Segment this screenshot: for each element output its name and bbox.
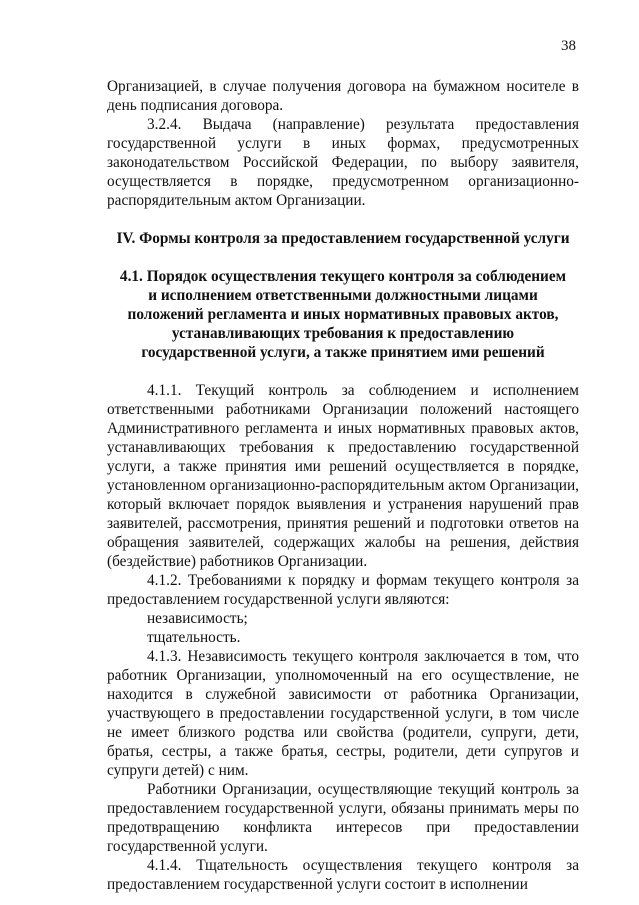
subsection-title: 4.1. Порядок осуществления текущего контроля за соблюдением и исполнением ответственными должностными лицами положений регламента и иных нормативных правовых актов, устанавливающих требования к предоставлению государственной услуги, а также принятием ими решений: [119, 268, 567, 361]
list-item-thoroughness: тщательность.: [147, 629, 241, 646]
paragraph-3-2-4: 3.2.4. Выдача (направление) результата предоставления государственной услуги в иных формах, предусмотренных законодательством Российской Федерации, по выбору заявителя, осуществляется в порядке, предусмотренном организационно-распорядительным актом Организации.: [107, 116, 579, 209]
paragraph-continuation: Организацией, в случае получения договора на бумажном носителе в день подписания договора.: [107, 78, 579, 114]
document-body: [107, 77, 579, 894]
paragraph-workers: Работники Организации, осуществляющие текущий контроль за предоставлением государственной услуги, обязаны принимать меры по предотвращению конфликта интересов при предоставлении государственной услуги.: [107, 781, 579, 855]
paragraph-4-1-3: 4.1.3. Независимость текущего контроля заключается в том, что работник Организации, уполномоченный на его осуществление, не находится в служебной зависимости от работника Организации, участвующего в предоставлении государственной услуги, в том числе не имеет близкого родства или свойства (родители, супруги, дети, братья, сестры, а также братья, сестры, родители, дети супругов и супруги детей) с ним.: [107, 648, 579, 779]
paragraph-4-1-2: 4.1.2. Требованиями к порядку и формам текущего контроля за предоставлением государственной услуги являются:: [107, 572, 579, 608]
list-item-independence: независимость;: [147, 610, 248, 627]
paragraph-4-1-1: 4.1.1. Текущий контроль за соблюдением и исполнением ответственными работниками Организации положений настоящего Административного регламента и иных нормативных правовых актов, устанавливающих требования к предоставлению государственной услуги, а также принятия ими решений осуществляется в порядке, установленном организационно-распорядительным актом Организации, который включает порядок выявления и устранения нарушений прав заявителей, рассмотрения, принятия решений и подготовки ответов на обращения заявителей, содержащих жалобы на решения, действия (бездействие) работников Организации.: [107, 382, 579, 570]
paragraph-4-1-4: 4.1.4. Тщательность осуществления текущего контроля за предоставлением государственной услуги состоит в исполнении: [107, 857, 579, 893]
page-number: 38: [561, 38, 576, 54]
section-title: IV. Формы контроля за предоставлением государственной услуги: [116, 230, 570, 247]
